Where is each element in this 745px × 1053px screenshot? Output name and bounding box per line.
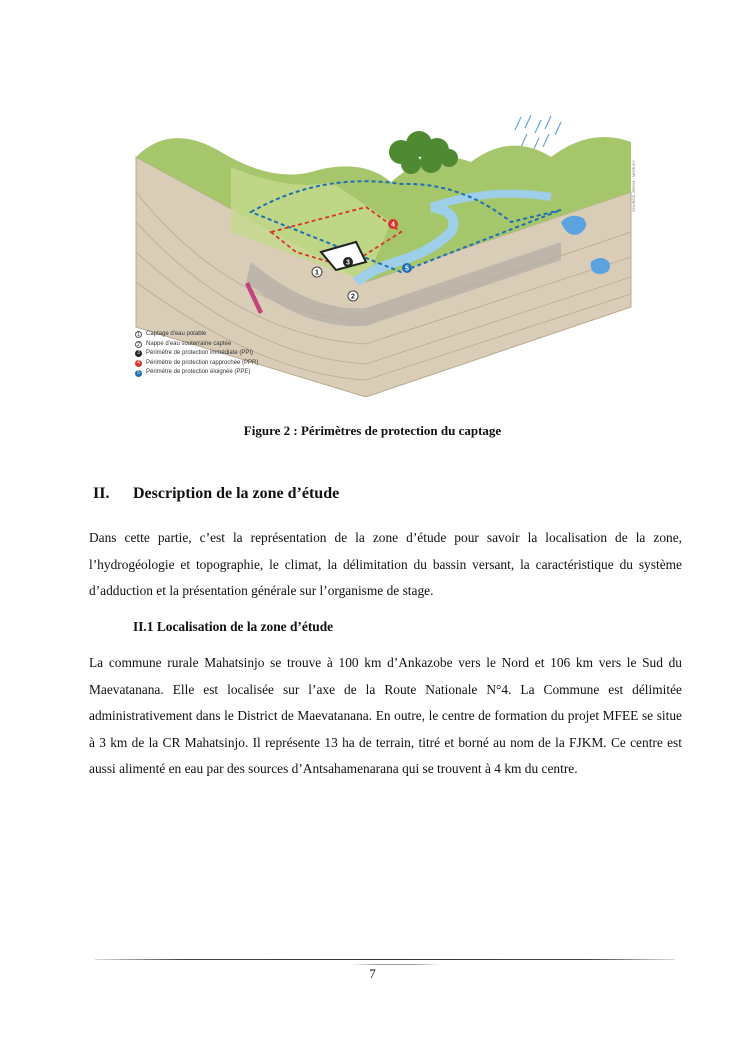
- section-intro-paragraph: Dans cette partie, c’est la représentation de la zone d’étude pour savoir la localisation de la zone, l’hydrogéologie et topographie, le climat, la délimitation du bassin versant, la caractéristique du système d’adduction et la présentation générale sur l’organisme de stage.: [89, 530, 682, 598]
- legend-label: Périmètre de protection rapprochée (PPR): [146, 359, 259, 366]
- legend-item: [135, 340, 258, 350]
- legend-item: [135, 368, 258, 378]
- legend-item: [135, 330, 258, 340]
- localisation-paragraph: La commune rurale Mahatsinjo se trouve à 100 km d’Ankazobe vers le Nord et 106 km vers le Sud du Maevatanana. Elle est localisée sur l’axe de la Route Nationale N°4. La Commune est délimitée administrativement dans le District de Maevatanana. En outre, le centre de formation du projet MFEE se situe à 3 km de la CR Mahatsinjo. Il représente 13 ha de terrain, titré et borné au nom de la FJKM. Ce centre est aussi alimenté en eau par des sources d’Antsahamenarana qui se trouvent à 4 km du centre.: [89, 655, 682, 776]
- section-title: Description de la zone d’étude: [133, 485, 340, 502]
- rain-icon: [515, 115, 561, 151]
- legend-label: Nappe d'eau souterraine captée: [146, 340, 232, 347]
- page-number: 7: [369, 966, 376, 981]
- marker-2: 2: [351, 293, 355, 301]
- figure-caption: Figure 2 : Périmètres de protection du captage: [243, 423, 502, 438]
- marker-3: 3: [346, 259, 350, 267]
- legend-label: Captage d'eau potable: [146, 331, 207, 337]
- footer-divider-secondary: [350, 964, 440, 965]
- section-number: II.: [93, 485, 110, 502]
- legend-marker-4: 4: [135, 360, 142, 367]
- footer-divider: [95, 959, 675, 960]
- legend-label: Périmètre de protection immédiate (PPI): [146, 350, 254, 357]
- marker-1: 1: [315, 269, 319, 277]
- legend-marker-5: 5: [135, 370, 142, 377]
- legend-item: [135, 359, 258, 369]
- section-heading: [93, 485, 339, 503]
- marker-4: 4: [391, 221, 395, 229]
- marker-5: 5: [405, 265, 409, 273]
- legend-label: Périmètre de protection éloignée (PPE): [146, 369, 251, 376]
- legend-marker-3: 3: [135, 350, 142, 357]
- legend-marker-2: 2: [135, 341, 142, 348]
- legend-item: [135, 349, 258, 359]
- legend-marker-1: 1: [135, 331, 142, 338]
- figure-legend: [135, 330, 258, 378]
- subsection-heading: II.1 Localisation de la zone d’étude: [133, 619, 334, 634]
- figure-source-credit: SOURCE: BRGM - MORLEY: [631, 160, 636, 212]
